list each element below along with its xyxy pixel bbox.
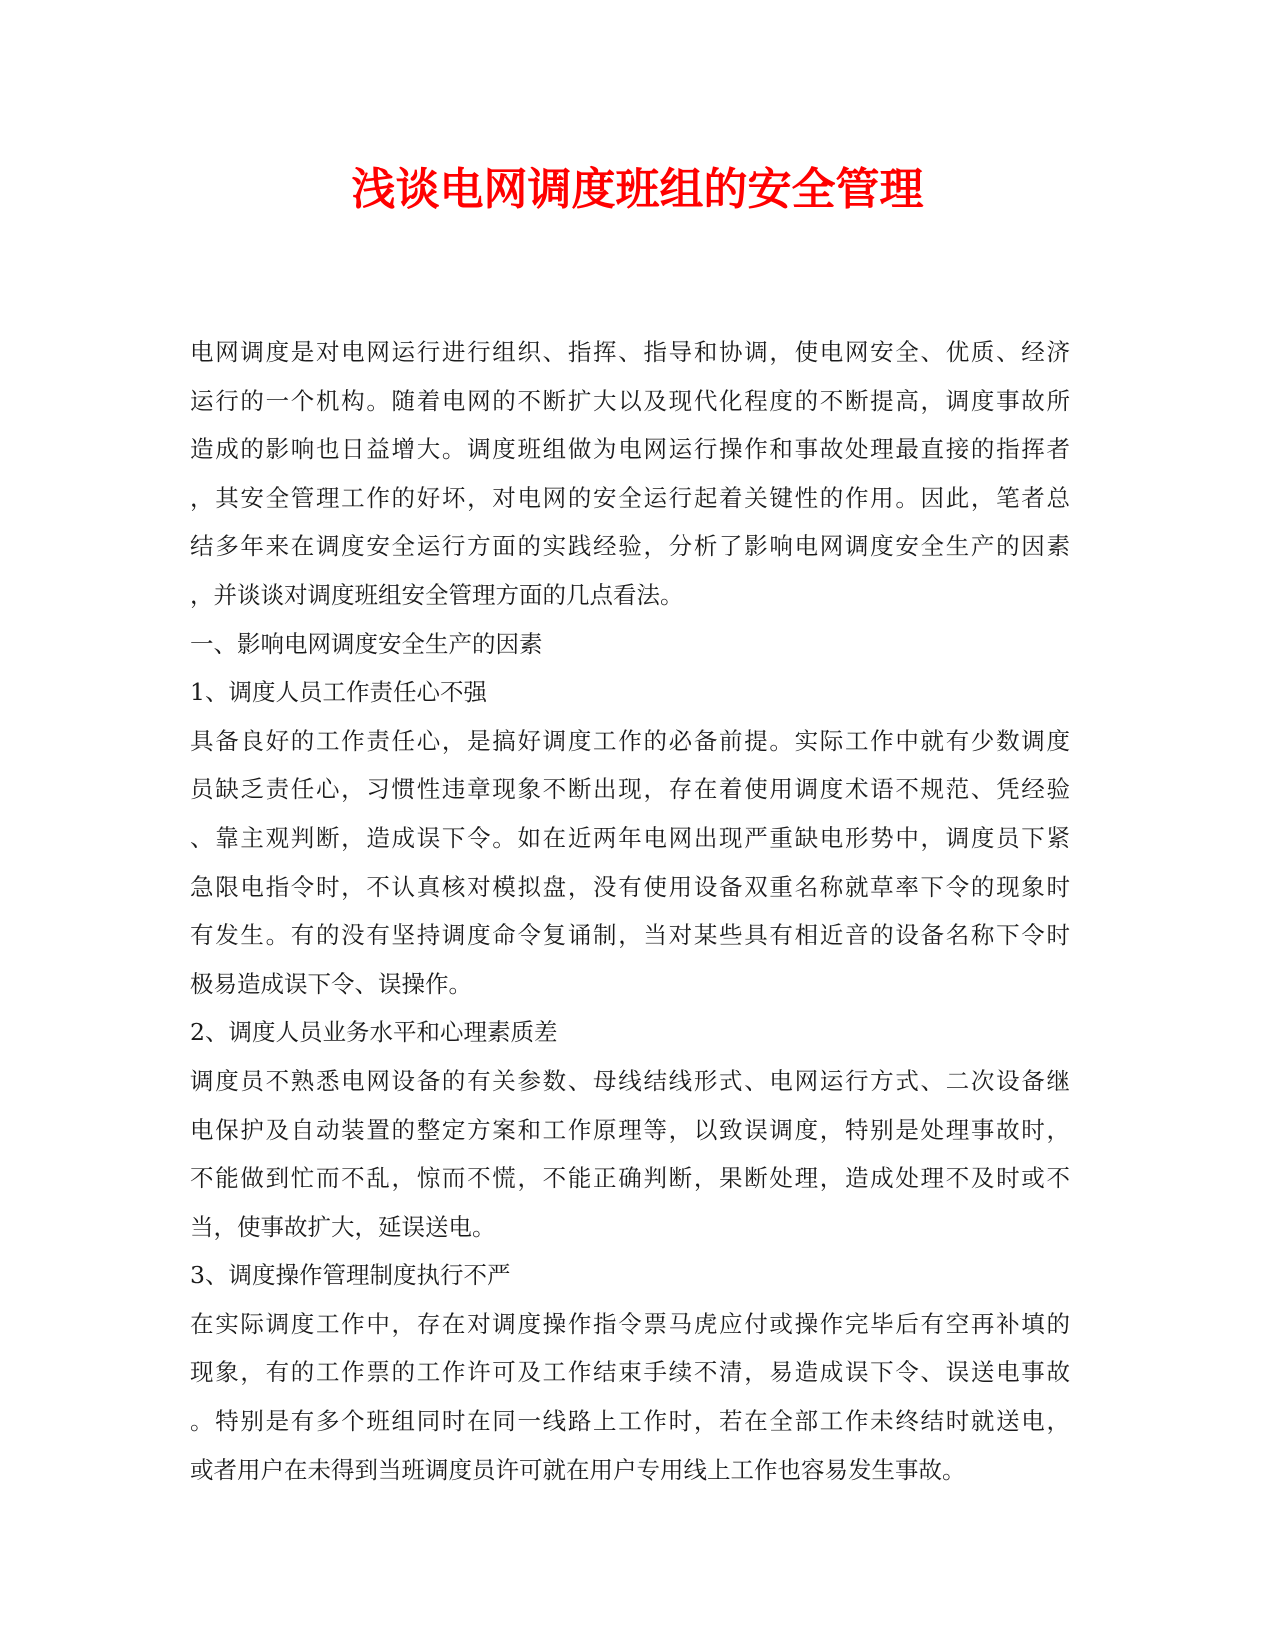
text-line: ，其安全管理工作的好坏，对电网的安全运行起着关键性的作用。因此，笔者总 <box>190 483 1070 512</box>
text-line: 一、影响电网调度安全生产的因素 <box>190 629 543 658</box>
text-line: 或者用户在未得到当班调度员许可就在用户专用线上工作也容易发生事故。 <box>190 1455 966 1484</box>
text-line: 当，使事故扩大，延误送电。 <box>190 1212 496 1241</box>
page-title: 浅谈电网调度班组的安全管理 <box>351 164 924 215</box>
text-line: 、靠主观判断，造成误下令。如在近两年电网出现严重缺电形势中，调度员下紧 <box>190 823 1070 852</box>
text-line: 员缺乏责任心，习惯性违章现象不断出现，存在着使用调度术语不规范、凭经验 <box>190 775 1070 804</box>
text-line: 急限电指令时，不认真核对模拟盘，没有使用设备双重名称就草率下令的现象时 <box>190 872 1070 901</box>
text-line: 结多年来在调度安全运行方面的实践经验，分析了影响电网调度安全生产的因素 <box>190 532 1070 561</box>
text-line: 具备良好的工作责任心，是搞好调度工作的必备前提。实际工作中就有少数调度 <box>190 726 1070 755</box>
text-line: 电网调度是对电网运行进行组织、指挥、指导和协调，使电网安全、优质、经济 <box>190 338 1070 366</box>
text-line: 现象，有的工作票的工作许可及工作结束手续不清，易造成误下令、误送电事故 <box>190 1358 1070 1387</box>
text-line: 运行的一个机构。随着电网的不断扩大以及现代化程度的不断提高，调度事故所 <box>190 386 1070 415</box>
text-line: 3、调度操作管理制度执行不严 <box>190 1261 511 1290</box>
text-line: 。特别是有多个班组同时在同一线路上工作时，若在全部工作未终结时就送电， <box>190 1407 1070 1436</box>
document-body <box>190 328 1070 1494</box>
text-line: 在实际调度工作中，存在对调度操作指令票马虎应付或操作完毕后有空再补填的 <box>190 1309 1070 1338</box>
text-line: 1、调度人员工作责任心不强 <box>190 678 487 707</box>
text-line: 2、调度人员业务水平和心理素质差 <box>190 1018 558 1047</box>
text-line: 有发生。有的没有坚持调度命令复诵制，当对某些具有相近音的设备名称下令时 <box>190 921 1070 950</box>
text-line: 调度员不熟悉电网设备的有关参数、母线结线形式、电网运行方式、二次设备继 <box>190 1066 1070 1095</box>
text-line: 不能做到忙而不乱，惊而不慌，不能正确判断，果断处理，造成处理不及时或不 <box>190 1164 1070 1193</box>
text-line: 电保护及自动装置的整定方案和工作原理等，以致误调度，特别是处理事故时， <box>190 1115 1070 1144</box>
text-line: ，并谈谈对调度班组安全管理方面的几点看法。 <box>190 580 684 609</box>
text-line: 造成的影响也日益增大。调度班组做为电网运行操作和事故处理最直接的指挥者 <box>190 435 1070 464</box>
text-line: 极易造成误下令、误操作。 <box>190 969 472 998</box>
